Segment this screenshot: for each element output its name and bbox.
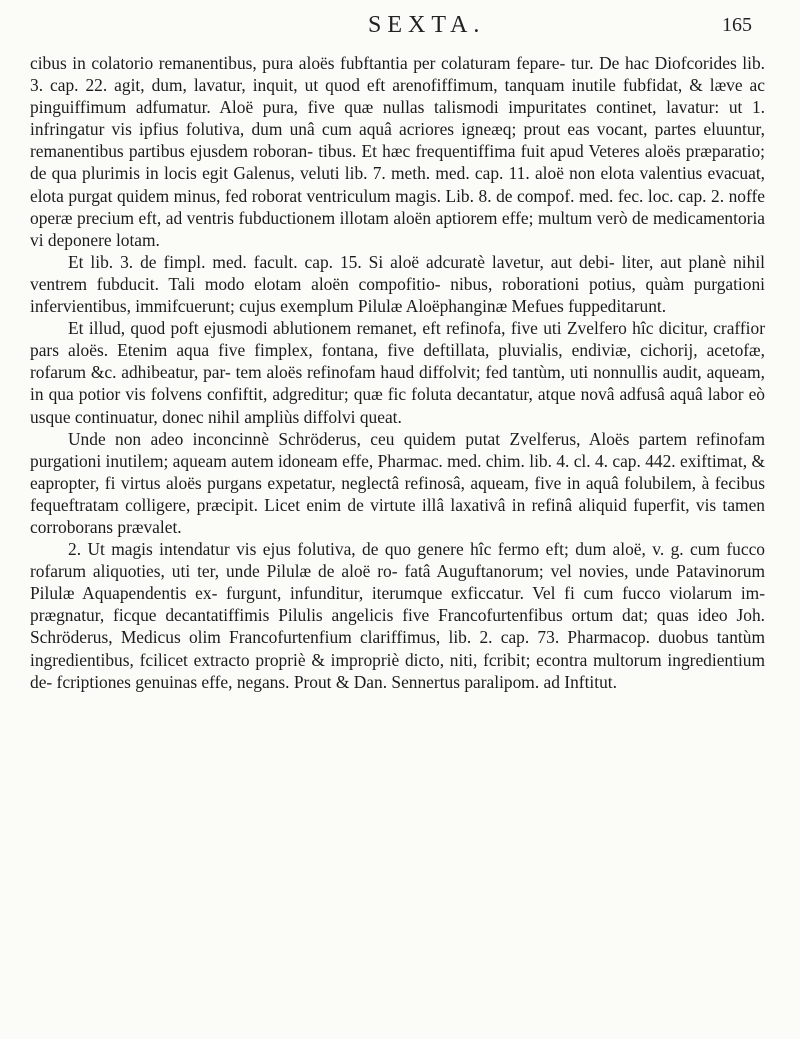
paragraph-5: 2. Ut magis intendatur vis ejus folutiva, de quo genere hîc fermo eft; dum aloë, v. g. cum fucco rofarum aliquoties, uti ter, unde Pilulæ de aloë ro- fatâ Auguftanorum; vel novies, unde Patavinorum Pilulæ Aquapendentis ex- furgunt, infunditur, iterumque exficcatur. Vel fi cum fucco violarum im- prægnatur, ficque decantatiffimis Pilulis angelicis five Francofurtenfibus ortum dat; quas ideo Joh. Schröderus, Medicus olim Francofurtenfium clariffimus, lib. 2. cap. 73. Pharmacop. duobus tantùm ingredientibus, fcilicet extracto propriè & impropriè dicto, niti, fcribit; econtra multorum ingredientium de- fcriptiones genuinas effe, negans. Prout & Dan. Sennertus paralipom. ad Inftitut. [30, 539, 765, 692]
paragraph-3: Et illud, quod poft ejusmodi ablutionem remanet, eft refinofa, five uti Zvelfero hîc dicitur, craffior pars aloës. Etenim aqua five fimplex, fontana, five deftillata, pluvialis, endiviæ, cichorij, acetofæ, rofarum &c. adhibeatur, par- tem aloës refinofam haud diffolvit; fed tantùm, uti nonnullis audit, aqueam, in qua potior vis folvens confiftit, adgreditur; quæ fic foluta decantatur, atque novâ adfusâ aquâ labor eò usque continuatur, donec nihil ampliùs diffolvi queat. [30, 318, 765, 427]
body-text [30, 52, 765, 1012]
paragraph-2: Et lib. 3. de fimpl. med. facult. cap. 15. Si aloë adcuratè lavetur, aut debi- liter, aut planè nihil ventrem fubducit. Tali modo elotam aloën compofitio- nibus, roborationi potius, quàm purgationi infervientibus, immifcuerunt; cujus exemplum Pilulæ Aloëphanginæ Mefues fuppeditarunt. [30, 251, 765, 317]
page-number: 165 [722, 14, 752, 36]
running-head [0, 8, 800, 48]
paragraph-1: cibus in colatorio remanentibus, pura aloës fubftantia per colaturam fepare- tur. De hac Diofcorides lib. 3. cap. 22. agit, dum, lavatur, inquit, ut quod eft arenofiffimum, tanquam inutile fubfidat, & læve ac pinguiffimum adfumatur. Aloë pura, five quæ nullas talismodi impuritates continet, lavatur: ut 1. infringatur vis ipfius folutiva, dum unâ cum aquâ acriores igneæq; prout eas vocant, partes eluuntur, remanentibus partibus ejusdem roboran- tibus. Et hæc frequentiffima fuit apud Veteres aloës præparatio; de qua plurimis in locis egit Galenus, veluti lib. 7. meth. med. cap. 11. aloë non elota valentius evacuat, elota purgat quidem minus, fed roborat ventriculum magis. Lib. 8. de compof. med. fec. loc. cap. 2. noffe operæ precium eft, ad ventris fubductionem illotam aloën aptiorem effe; multum verò de medicamentoria vi deponere lotam. [30, 53, 765, 250]
running-title: SEXTA. [368, 12, 486, 38]
paragraph-4: Unde non adeo inconcinnè Schröderus, ceu quidem putat Zvelferus, Aloës partem refinofam purgationi inutilem; aqueam autem idoneam effe, Pharmac. med. chim. lib. 4. cl. 4. cap. 442. exiftimat, & eapropter, fi virtus aloës purgans expetatur, neglectâ refinosâ, aqueam, five in aquâ folubilem, à fecibus fequeftratam colligere, præcipit. Licet enim de virtute illâ laxativâ in refinâ aliquid fuperfit, vis tamen corroborans prævalet. [30, 428, 765, 537]
